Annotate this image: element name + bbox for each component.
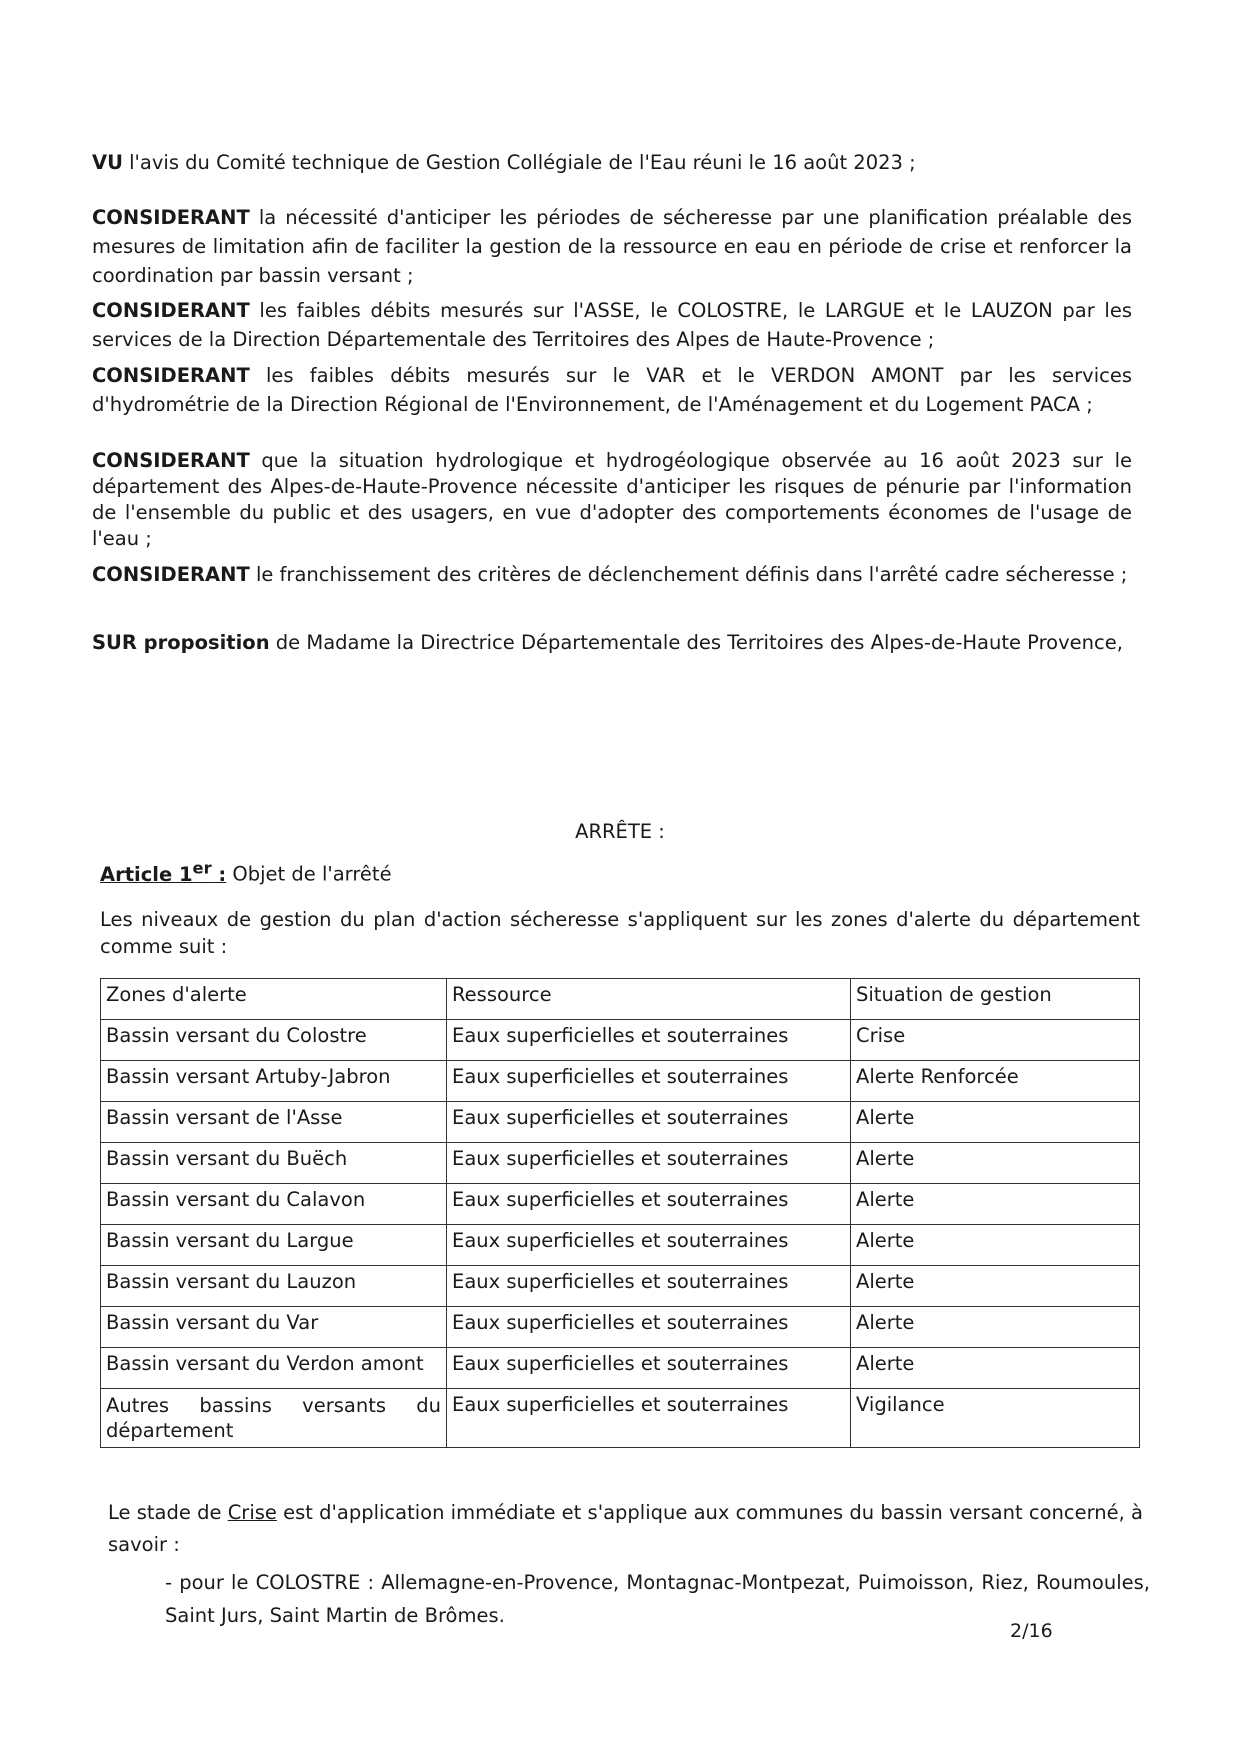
table-header-cell: Ressource [447,979,851,1020]
table-cell: Bassin versant du Largue [101,1225,447,1266]
table-cell: Alerte [851,1225,1140,1266]
table-cell: Bassin versant de l'Asse [101,1102,447,1143]
table-cell: Alerte [851,1184,1140,1225]
article-1-heading: Objet de l'arrêté [226,862,392,886]
colostre-communes-item: - pour le COLOSTRE : Allemagne-en-Provence, Montagnac-Montpezat, Puimoisson, Riez, Roumoules, Saint Jurs, Saint Martin de Brômes. [165,1571,1150,1627]
considerant-paragraph-4 [92,448,1132,552]
table-header-cell: Situation de gestion [851,979,1140,1020]
considerant-paragraph-1 [92,203,1132,290]
table-row [101,1266,1140,1307]
vu-keyword: VU [92,151,123,174]
table-cell: Eaux superficielles et souterraines [447,1348,851,1389]
sur-keyword: SUR proposition [92,631,270,654]
table-row [101,1225,1140,1266]
considerant-paragraph-3 [92,361,1132,419]
table-row [101,1348,1140,1389]
considerant-text: les faibles débits mesurés sur l'ASSE, le COLOSTRE, le LARGUE et le LAUZON par les services de la Direction Départementale des Territoires des Alpes de Haute-Provence ; [92,299,1132,351]
page-number: 2/16 [1010,1620,1053,1642]
table-header-cell: Zones d'alerte [101,979,447,1020]
vu-text: l'avis du Comité technique de Gestion Collégiale de l'Eau réuni le 16 août 2023 ; [122,151,916,174]
table-row [101,1061,1140,1102]
table-row [101,1143,1140,1184]
table-cell: Alerte [851,1266,1140,1307]
table-row [101,1102,1140,1143]
table-cell: Eaux superficielles et souterraines [447,1389,851,1448]
considerant-keyword: CONSIDERANT [92,206,250,229]
table-cell: Alerte Renforcée [851,1061,1140,1102]
table-cell: Bassin versant du Buëch [101,1143,447,1184]
table-cell: Bassin versant du Calavon [101,1184,447,1225]
table-cell: Eaux superficielles et souterraines [447,1143,851,1184]
crise-paragraph: Le stade de Crise est d'application immédiate et s'applique aux communes du bassin versant concerné, à savoir : [108,1501,1143,1556]
table-cell: Crise [851,1020,1140,1061]
table-row [101,1020,1140,1061]
article-1-label: Article 1er : [100,858,227,886]
considerant-text: le franchissement des critères de déclenchement définis dans l'arrêté cadre sécheresse ; [249,563,1128,586]
table-cell: Bassin versant du Colostre [101,1020,447,1061]
considerant-keyword: CONSIDERANT [92,563,250,586]
table-cell: Bassin versant du Verdon amont [101,1348,447,1389]
table-cell: Bassin versant du Lauzon [101,1266,447,1307]
article-1-intro: Les niveaux de gestion du plan d'action sécheresse s'appliquent sur les zones d'alerte du département comme suit : [100,908,1140,958]
considerant-keyword: CONSIDERANT [92,299,250,322]
table-cell: Autres bassins versants du département [101,1389,447,1448]
table-cell: Eaux superficielles et souterraines [447,1307,851,1348]
table-row [101,1389,1140,1448]
table-cell: Eaux superficielles et souterraines [447,1020,851,1061]
table-cell: Bassin versant du Var [101,1307,447,1348]
table-cell: Vigilance [851,1389,1140,1448]
considerant-keyword: CONSIDERANT [92,364,250,387]
table-cell: Eaux superficielles et souterraines [447,1102,851,1143]
table-cell: Bassin versant Artuby-Jabron [101,1061,447,1102]
table-cell: Eaux superficielles et souterraines [447,1184,851,1225]
considerant-paragraph-2 [92,296,1132,354]
table-cell: Alerte [851,1307,1140,1348]
article-1-title [100,858,392,886]
sur-text: de Madame la Directrice Départementale des Territoires des Alpes-de-Haute Provence, [269,631,1123,654]
table-row [101,1184,1140,1225]
table-cell: Eaux superficielles et souterraines [447,1266,851,1307]
table-header-row [101,979,1140,1020]
arrete-heading: ARRÊTE : [575,820,665,843]
considerant-text: la nécessité d'anticiper les périodes de sécheresse par une planification préalable des mesures de limitation afin de faciliter la gestion de la ressource en eau en période de crise et renforcer la coordination par bassin versant ; [92,206,1132,287]
zones-table [100,978,1140,1448]
sur-proposition-paragraph [92,628,1132,657]
table-cell: Eaux superficielles et souterraines [447,1061,851,1102]
crise-word: Crise [227,1501,277,1524]
table-cell: Alerte [851,1102,1140,1143]
article-1-sup: er [192,858,212,877]
table-cell: Eaux superficielles et souterraines [447,1225,851,1266]
table-cell: Alerte [851,1143,1140,1184]
vu-paragraph [92,148,1132,177]
table-cell: Alerte [851,1348,1140,1389]
considerant-text: les faibles débits mesurés sur le VAR et le VERDON AMONT par les services d'hydrométrie de la Direction Régional de l'Environnement, de l'Aménagement et du Logement PACA ; [92,364,1132,416]
considerant-paragraph-5 [92,562,1132,588]
considerant-keyword: CONSIDERANT [92,449,250,472]
table-row [101,1307,1140,1348]
considerant-text: que la situation hydrologique et hydrogéologique observée au 16 août 2023 sur le département des Alpes-de-Haute-Provence nécessite d'anticiper les risques de pénurie par l'information de l'ensemble du public et des usagers, en vue d'adopter des comportements économes de l'usage de l'eau ; [92,449,1132,550]
